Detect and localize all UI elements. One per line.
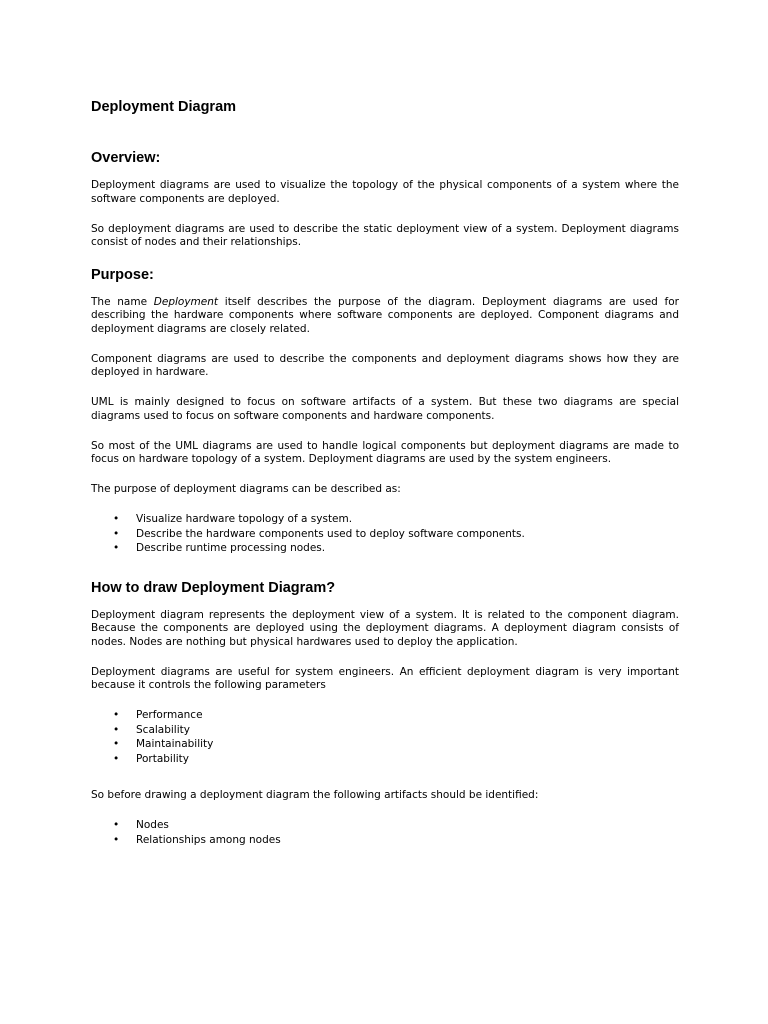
how-to-draw-heading: How to draw Deployment Diagram? [91,579,336,596]
list-item [91,528,679,543]
page-title: Deployment Diagram [91,99,237,115]
overview-heading: Overview: [91,150,161,166]
list-item [91,819,679,834]
purpose-paragraph-5: The purpose of deployment diagrams can be described as: [91,483,401,495]
bullet-icon: • [113,709,120,721]
list-item-text: Describe the hardware components used to deploy software components. [136,527,525,540]
purpose-paragraph-3: UML is mainly designed to focus on software artifacts of a system. But these two diagrams are special diagrams used to focus on software components and hardware components. [91,396,679,422]
overview-paragraph-1: Deployment diagrams are used to visualize the topology of the physical components of a system where the software components are deployed. [91,179,679,205]
list-item-text: Nodes [136,819,169,831]
parameters-bullet-list [91,709,679,767]
list-item-text: Describe runtime processing nodes. [136,542,326,554]
bullet-icon: • [113,527,120,540]
list-item-text: Portability [136,752,189,765]
purpose-paragraph-2: Component diagrams are used to describe the components and deployment diagrams shows how they are deployed in hardware. [91,352,679,378]
list-item [91,724,679,739]
deployment-emphasis: Deployment [153,295,219,308]
how-to-draw-paragraph-2: Deployment diagrams are useful for system engineers. An efficient deployment diagram is very important because it controls the following parameters [91,665,679,691]
how-to-draw-paragraph-1: Deployment diagram represents the deployment view of a system. It is related to the component diagram. Because the components are deployed using the deployment diagrams. A deployment diagram consists of nodes. Nodes are nothing but physical hardwares used to deploy the application. [91,608,679,648]
purpose-paragraph-1-prefix: The name [91,295,154,308]
bullet-icon: • [113,513,120,525]
artifacts-intro: So before drawing a deployment diagram the following artifacts should be identified: [91,789,539,801]
bullet-icon: • [113,833,120,846]
document-page [91,98,679,870]
bullet-icon: • [113,738,120,750]
purpose-paragraph-1-suffix: itself describes the purpose of the diagram. Deployment diagrams are used for describing the hardware components where software components are deployed. Component diagrams and deployment diagrams are closely related. [91,295,679,335]
bullet-icon: • [113,723,120,736]
list-item-text: Visualize hardware topology of a system. [136,513,353,525]
purpose-heading: Purpose: [91,266,154,283]
list-item [91,738,679,753]
list-item [91,834,679,849]
list-item [91,513,679,528]
list-item-text: Performance [136,709,203,721]
list-item [91,753,679,768]
purpose-paragraph-4: So most of the UML diagrams are used to handle logical components but deployment diagrams are made to focus on hardware topology of a system. Deployment diagrams are used by the system engineers. [91,439,679,465]
list-item [91,542,679,557]
bullet-icon: • [113,819,120,831]
list-item-text: Relationships among nodes [136,833,281,846]
bullet-icon: • [113,752,120,765]
purpose-paragraph-1 [91,296,679,337]
overview-paragraph-2: So deployment diagrams are used to describe the static deployment view of a system. Deployment diagrams consist of nodes and their relationships. [91,222,679,248]
bullet-icon: • [113,542,120,554]
list-item-text: Scalability [136,723,190,736]
list-item [91,709,679,724]
purpose-bullet-list [91,513,679,557]
artifacts-bullet-list [91,819,679,848]
list-item-text: Maintainability [136,738,214,750]
